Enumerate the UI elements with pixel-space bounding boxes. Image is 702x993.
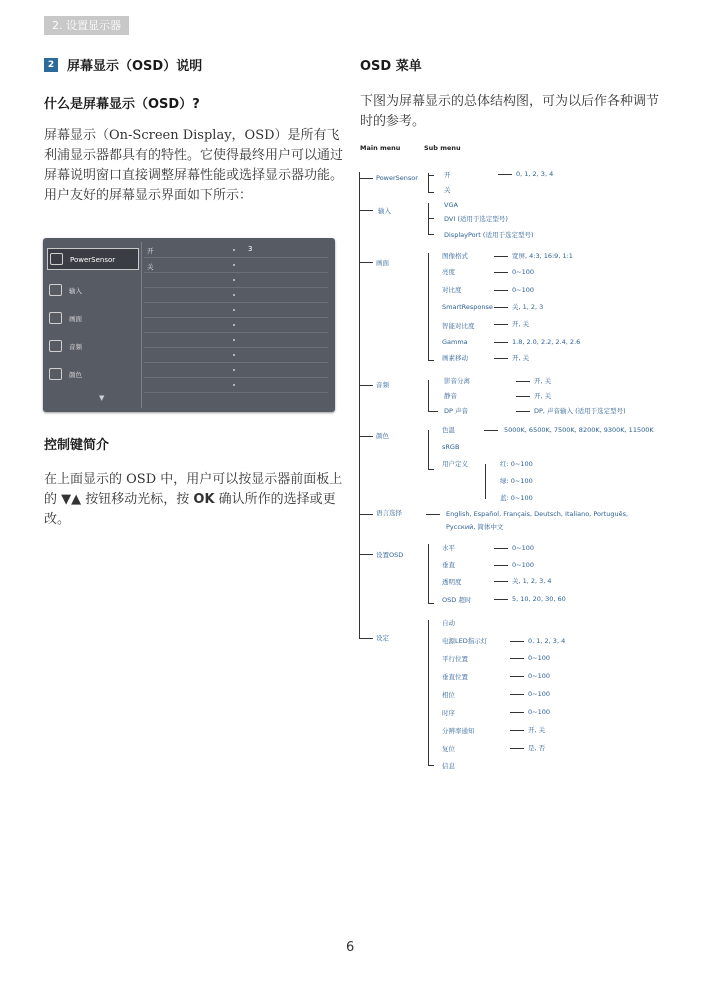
sub-label: Gamma (442, 338, 468, 346)
tree-connector (484, 430, 498, 431)
sub-label: 画素移动 (442, 354, 468, 362)
tree-sub-spine (428, 253, 429, 361)
osd-dot (233, 339, 235, 341)
tree-connector (494, 599, 508, 600)
main-color: 颜色 (376, 432, 389, 440)
tree-connector (494, 581, 508, 582)
sub-value: 0, 1, 2, 3, 4 (528, 637, 566, 645)
osd-sub-off: 关 (147, 263, 154, 271)
tree-branch (359, 385, 373, 386)
sub-label: 对比度 (442, 286, 462, 294)
osd-item-input (47, 280, 139, 302)
osd-item-powersensor (47, 248, 139, 270)
sub-label: 时序 (442, 709, 455, 717)
osd-dot (233, 264, 235, 266)
sub-value: 开, 关 (512, 354, 530, 362)
picture-icon (49, 312, 62, 324)
main-osd-settings: 设置OSD (376, 551, 404, 559)
sub-label: 垂直位置 (442, 673, 468, 681)
power-sensor-icon (50, 253, 63, 265)
keys-title: 控制键简介 (44, 438, 110, 453)
sub-value: DP, 声音输入 (适用于选定型号) (534, 407, 626, 415)
question-title: 什么是屏幕显示（OSD）? (44, 97, 200, 112)
osd-menu-intro: 下图为屏幕显示的总体结构图，可为以后作各种调节时的参考。 (360, 94, 660, 129)
tree-connector (510, 730, 524, 731)
tree-connector (494, 290, 508, 291)
osd-screenshot (43, 238, 335, 412)
sub-label: 影音分离 (444, 377, 470, 385)
tree-connector (516, 396, 530, 397)
user-red-value: 红: 0~100 (500, 460, 533, 468)
osd-sub-on: 开 (147, 247, 154, 255)
main-picture: 画面 (376, 259, 389, 267)
tree-connector (426, 514, 440, 515)
tree-sub-spine (428, 380, 429, 412)
sub-value: 开, 关 (534, 392, 552, 400)
sub-label: 平行位置 (442, 655, 468, 663)
sub-value: 5, 10, 20, 30, 60 (512, 595, 566, 603)
sub-value: 是, 否 (528, 744, 546, 752)
sub-label: 用户定义 (442, 460, 468, 468)
osd-row-line (144, 377, 328, 378)
sub-value: 关, 1, 2, 3 (512, 303, 544, 311)
sub-label: 复位 (442, 745, 455, 753)
tree-connector (494, 256, 508, 257)
osd-item-label: PowerSensor (70, 256, 116, 264)
tree-user-spine (485, 464, 486, 499)
tree-connector (510, 694, 524, 695)
osd-row-line (144, 257, 328, 258)
tree-connector (494, 358, 508, 359)
tree-branch (359, 514, 373, 515)
osd-dot (233, 309, 235, 311)
osd-main-menu (47, 242, 139, 408)
osd-item-label: 输入 (69, 287, 82, 295)
intro-paragraph: 屏幕显示（On-Screen Display，OSD）是所有飞利浦显示器都具有的特性。它使得最终用户可以通过屏幕说明窗口直接调整屏幕性能或选择显示器功能。用户友好的屏幕显示界面如下所示： (44, 128, 344, 203)
tree-connector (516, 411, 530, 412)
sub-label: 相位 (442, 691, 455, 699)
color-icon (49, 368, 62, 380)
sub-label: sRGB (442, 443, 460, 451)
tree-branch (359, 554, 373, 555)
osd-row-line (144, 362, 328, 363)
tree-branch (359, 178, 373, 179)
tree-sub-spine (428, 620, 429, 766)
osd-dot (233, 294, 235, 296)
sub-label: VGA (444, 201, 458, 209)
sub-value: 开, 关 (534, 377, 552, 385)
osd-row-line (144, 287, 328, 288)
sub-label: 透明度 (442, 578, 462, 586)
sub-label: 垂直 (442, 561, 455, 569)
sub-label: DP 声音 (444, 407, 468, 415)
osd-dot (233, 354, 235, 356)
osd-divider (141, 242, 142, 408)
tree-connector (516, 381, 530, 382)
tree-branch (428, 175, 434, 176)
osd-row-line (144, 347, 328, 348)
tree-branch (428, 411, 438, 412)
tree-sub-spine (428, 173, 429, 193)
osd-row-line (144, 302, 328, 303)
sub-value: 关, 1, 2, 3, 4 (512, 577, 552, 585)
main-menu-header: Main menu (360, 144, 401, 152)
input-icon (49, 284, 62, 296)
sub-value: 0~100 (512, 561, 534, 569)
user-blue-value: 蓝: 0~100 (500, 494, 533, 502)
sub-label: OSD 超时 (442, 596, 472, 604)
sub-value: 开, 关 (512, 320, 530, 328)
tree-connector (494, 307, 508, 308)
tree-branch (428, 360, 434, 361)
tree-branch (428, 234, 434, 235)
sub-value: 宽屏, 4:3, 16:9, 1:1 (512, 252, 573, 260)
tree-connector (494, 272, 508, 273)
sub-value: 0~100 (528, 708, 550, 716)
tree-connector (494, 342, 508, 343)
sub-label: SmartResponse (442, 303, 493, 311)
sub-value: 0~100 (528, 654, 550, 662)
tree-connector (510, 676, 524, 677)
sub-label: 静音 (444, 392, 457, 400)
tree-branch (428, 218, 434, 219)
keys-text-part: 在上面显示的 OSD 中，用户可以按显示器前面板上的 ▼▲ 按钮移动光标，按 (44, 472, 343, 507)
sub-label: 分辨率通知 (442, 727, 475, 735)
keys-paragraph (44, 470, 344, 530)
osd-dot (233, 249, 235, 251)
sub-label: 图像格式 (442, 252, 468, 260)
tree-branch (428, 469, 434, 470)
section-tag: 2. 设置显示器 (44, 16, 129, 35)
osd-item-audio (47, 336, 139, 358)
sub-value: 0~100 (512, 268, 534, 276)
tree-branch (359, 262, 373, 263)
sub-label: DVI (适用于选定型号) (444, 215, 508, 223)
main-input: 输入 (378, 207, 391, 215)
tree-branch (359, 638, 373, 639)
osd-item-label: 音频 (69, 343, 82, 351)
sub-value: 0~100 (528, 690, 550, 698)
section-heading (44, 55, 202, 74)
osd-menu-title: OSD 菜单 (360, 59, 422, 74)
ok-key-label: OK (193, 492, 215, 507)
user-green-value: 绿: 0~100 (500, 477, 533, 485)
language-options: English, Español, Français, Deutsch, Italiano, Português, (446, 510, 629, 518)
osd-dot (233, 324, 235, 326)
tree-branch (359, 210, 373, 211)
tree-connector (494, 565, 508, 566)
page-number: 6 (346, 940, 355, 955)
osd-row-line (144, 392, 328, 393)
keys-text-part: 确认所作的选择或更改。 (44, 492, 336, 527)
tree-sub-spine (428, 544, 429, 604)
tree-spine (359, 172, 360, 638)
language-options-2: Русский, 简体中文 (446, 523, 504, 531)
tree-connector (510, 641, 524, 642)
osd-item-color (47, 364, 139, 386)
sub-value: 0~100 (528, 672, 550, 680)
sub-value: 0, 1, 2, 3, 4 (516, 170, 554, 178)
sub-menu-header: Sub menu (424, 144, 461, 152)
tree-connector (498, 174, 512, 175)
osd-dot (233, 384, 235, 386)
osd-row-line (144, 317, 328, 318)
tree-sub-spine (428, 430, 429, 470)
sub-value: 开, 关 (528, 726, 546, 734)
osd-item-label: 画面 (69, 315, 82, 323)
sub-label: 电源LED指示灯 (442, 637, 488, 645)
osd-dot (233, 279, 235, 281)
osd-dot (233, 369, 235, 371)
sub-label: 信息 (442, 762, 455, 770)
tree-connector (494, 548, 508, 549)
sub-label: 亮度 (442, 268, 455, 276)
audio-icon (49, 340, 62, 352)
sub-label: DisplayPort (适用于选定型号) (444, 231, 534, 239)
tree-branch (428, 603, 434, 604)
tree-branch (428, 765, 434, 766)
sub-label: 智能对比度 (442, 322, 475, 330)
main-setup: 设定 (376, 634, 389, 642)
osd-item-label: 颜色 (69, 371, 82, 379)
sub-value: 5000K, 6500K, 7500K, 8200K, 9300K, 11500K (504, 426, 654, 434)
tree-connector (510, 748, 524, 749)
chevron-down-icon: ▼ (99, 394, 105, 402)
sub-value: 1.8, 2.0, 2.2, 2.4, 2.6 (512, 338, 581, 346)
main-language: 语言选择 (376, 509, 402, 517)
tree-connector (510, 658, 524, 659)
main-audio: 音频 (376, 381, 389, 389)
osd-item-picture (47, 308, 139, 330)
osd-menu-tree (358, 140, 688, 780)
osd-row-line (144, 272, 328, 273)
sub-label: 开 (444, 171, 451, 179)
tree-connector (510, 712, 524, 713)
osd-row-line (144, 332, 328, 333)
section-title: 屏幕显示（OSD）说明 (67, 59, 203, 74)
tree-connector (494, 324, 508, 325)
sub-label: 水平 (442, 544, 455, 552)
tree-sub-spine (428, 203, 429, 235)
sub-label: 自动 (442, 619, 455, 627)
main-powersensor: PowerSensor (376, 174, 418, 182)
sub-value: 0~100 (512, 286, 534, 294)
tree-branch (428, 192, 434, 193)
osd-value: 3 (248, 245, 253, 253)
section-number-badge: 2 (44, 58, 58, 72)
sub-value: 0~100 (512, 544, 534, 552)
sub-label: 关 (444, 186, 451, 194)
tree-branch (359, 436, 373, 437)
sub-label: 色温 (442, 426, 455, 434)
